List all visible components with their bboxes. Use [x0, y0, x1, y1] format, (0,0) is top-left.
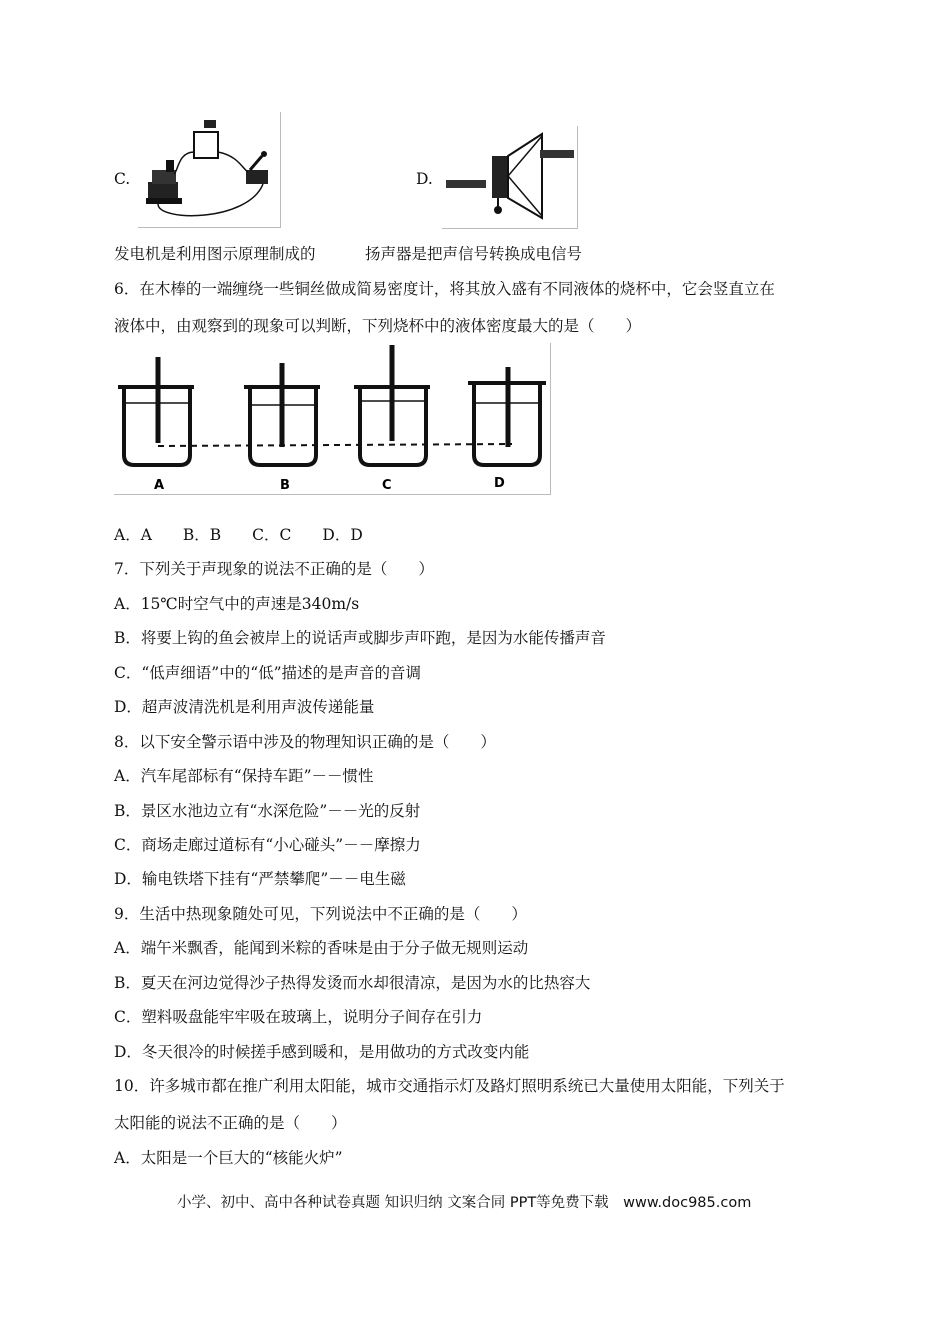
beaker-label-c: C: [382, 478, 392, 493]
beaker-c: [354, 345, 430, 465]
q8-option-c: C．商场走廊过道标有“小心碰头”－－摩擦力: [114, 836, 421, 854]
q7-stem: 7．下列关于声现象的说法不正确的是（ ）: [114, 560, 434, 578]
beaker-a: [118, 357, 194, 465]
q9-option-c: C．塑料吸盘能牢牢吸在玻璃上，说明分子间存在引力: [114, 1008, 483, 1026]
beaker-b: [244, 363, 320, 465]
q6-stem-line1: 6．在木棒的一端缠绕一些铜丝做成简易密度计，将其放入盛有不同液体的烧杯中，它会竖直立在: [114, 280, 775, 298]
q7-option-d: D．超声波清洗机是利用声波传递能量: [114, 698, 375, 716]
q9-stem: 9．生活中热现象随处可见，下列说法中不正确的是（ ）: [114, 905, 527, 923]
option-d-label: D.: [416, 170, 433, 188]
q9-option-a: A．端午米飘香，能闻到米粽的香味是由于分子做无规则运动: [114, 939, 529, 957]
beaker-label-b: B: [280, 478, 290, 493]
q8-option-b: B．景区水池边立有“水深危险”－－光的反射: [114, 802, 421, 820]
q7-option-c: C．“低声细语”中的“低”描述的是声音的音调: [114, 664, 422, 682]
beaker-label-a: A: [154, 478, 165, 493]
q8-option-a: A．汽车尾部标有“保持车距”－－惯性: [114, 767, 374, 785]
q9-option-d: D．冬天很冷的时候搓手感到暖和，是用做功的方式改变内能: [114, 1043, 530, 1061]
q6-stem-line2: 液体中，由观察到的现象可以判断，下列烧杯中的液体密度最大的是（ ）: [114, 317, 642, 335]
q10-stem-line1: 10．许多城市都在推广利用太阳能，城市交通指示灯及路灯照明系统已大量使用太阳能，下列关于: [114, 1077, 785, 1095]
option-c-label: C.: [114, 170, 131, 188]
generator-figure: [138, 112, 281, 228]
speaker-figure: [442, 126, 578, 229]
beaker-d: [468, 367, 546, 465]
q9-option-b: B．夏天在河边觉得沙子热得发烫而水却很清凉，是因为水的比热容大: [114, 974, 591, 992]
beaker-label-d: D: [494, 476, 505, 491]
caption-c: 发电机是利用图示原理制成的: [114, 245, 316, 263]
q7-option-a: A．15℃时空气中的声速是340m/s: [114, 595, 360, 613]
caption-d: 扬声器是把声信号转换成电信号: [365, 245, 583, 263]
q10-option-a: A．太阳是一个巨大的“核能火炉”: [114, 1149, 343, 1167]
page-footer: 小学、初中、高中各种试卷真题 知识归纳 文案合同 PPT等免费下载 www.doc985.com: [177, 1195, 752, 1211]
q7-option-b: B．将要上钩的鱼会被岸上的说话声或脚步声吓跑，是因为水能传播声音: [114, 629, 606, 647]
q8-option-d: D．输电铁塔下挂有“严禁攀爬”－－电生磁: [114, 870, 406, 888]
q6-options: A．A B．B C．C D．D: [114, 526, 363, 544]
q8-stem: 8．以下安全警示语中涉及的物理知识正确的是（ ）: [114, 733, 496, 751]
q10-stem-line2: 太阳能的说法不正确的是（ ）: [114, 1114, 347, 1132]
density-meter-figure: [114, 343, 551, 495]
